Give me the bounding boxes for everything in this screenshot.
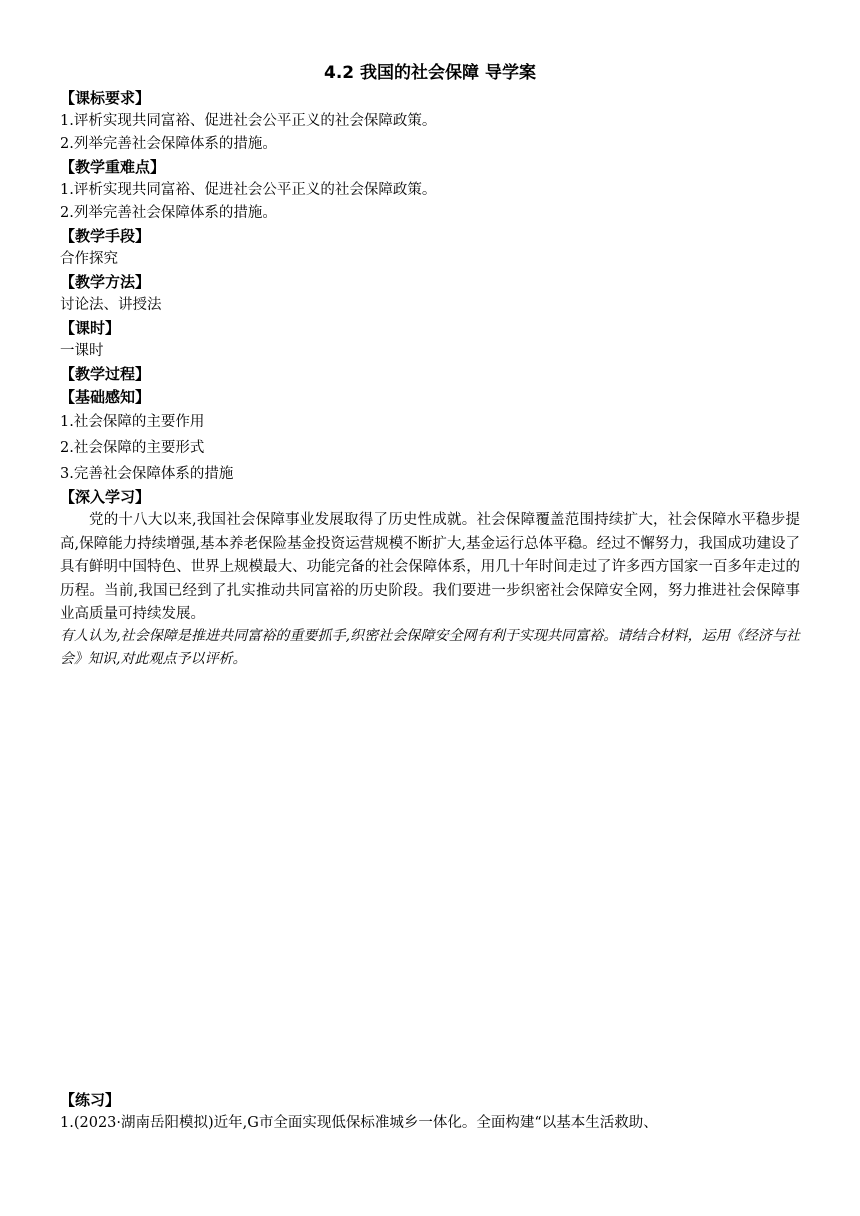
heading-class-hours: 【课时】 — [60, 319, 121, 337]
curriculum-item-1: 1.评析实现共同富裕、促进社会公平正义的社会保障政策。 — [60, 113, 437, 129]
heading-teaching-means: 【教学手段】 — [60, 227, 151, 245]
practice-question-1: 1.(2023·湖南岳阳模拟)近年,G市全面实现低保标准城乡一体化。全面构建“以基本生活救助、 — [60, 1115, 658, 1131]
curriculum-item-2: 2.列举完善社会保障体系的措施。 — [60, 136, 277, 152]
page-title: 4.2 我国的社会保障 导学案 — [324, 63, 536, 83]
heading-curriculum-requirements: 【课标要求】 — [60, 89, 151, 107]
basics-item-1: 1.社会保障的主要作用 — [60, 414, 205, 430]
heading-teaching-process: 【教学过程】 — [60, 365, 151, 383]
heading-teaching-methods: 【教学方法】 — [60, 273, 151, 291]
teaching-means-text: 合作探究 — [60, 251, 118, 267]
deep-learning-paragraph: 党的十八大以来,我国社会保障事业发展取得了历史性成就。社会保障覆盖范围持续扩大，社会保障水平稳步提高,保障能力持续增强,基本养老保险基金投资运营规模不断扩大,基金运行总体平稳。经过不懈努力，我国成功建设了具有鲜明中国特色、世界上规模最大、功能完备的社会保障体系，用几十年时间走过了许多西方国家一百多年走过的历程。当前,我国已经到了扎实推动共同富裕的历史阶段。我们要进一步织密社会保障安全网，努力推进社会保障事业高质量可持续发展。 — [60, 512, 800, 622]
key-point-item-2: 2.列举完善社会保障体系的措施。 — [60, 205, 277, 221]
heading-deep-learning: 【深入学习】 — [60, 488, 151, 506]
heading-key-points: 【教学重难点】 — [60, 158, 166, 176]
basics-item-2: 2.社会保障的主要形式 — [60, 440, 205, 456]
key-point-item-1: 1.评析实现共同富裕、促进社会公平正义的社会保障政策。 — [60, 182, 437, 198]
deep-learning-question: 有人认为,社会保障是推进共同富裕的重要抓手,织密社会保障安全网有利于实现共同富裕。请结合材料，运用《经济与社会》知识,对此观点予以评析。 — [60, 628, 800, 667]
class-hours-text: 一课时 — [60, 343, 104, 359]
heading-basic-perception: 【基础感知】 — [60, 388, 151, 406]
basics-item-3: 3.完善社会保障体系的措施 — [60, 466, 234, 482]
teaching-methods-text: 讨论法、讲授法 — [60, 297, 162, 313]
heading-practice: 【练习】 — [60, 1091, 121, 1109]
